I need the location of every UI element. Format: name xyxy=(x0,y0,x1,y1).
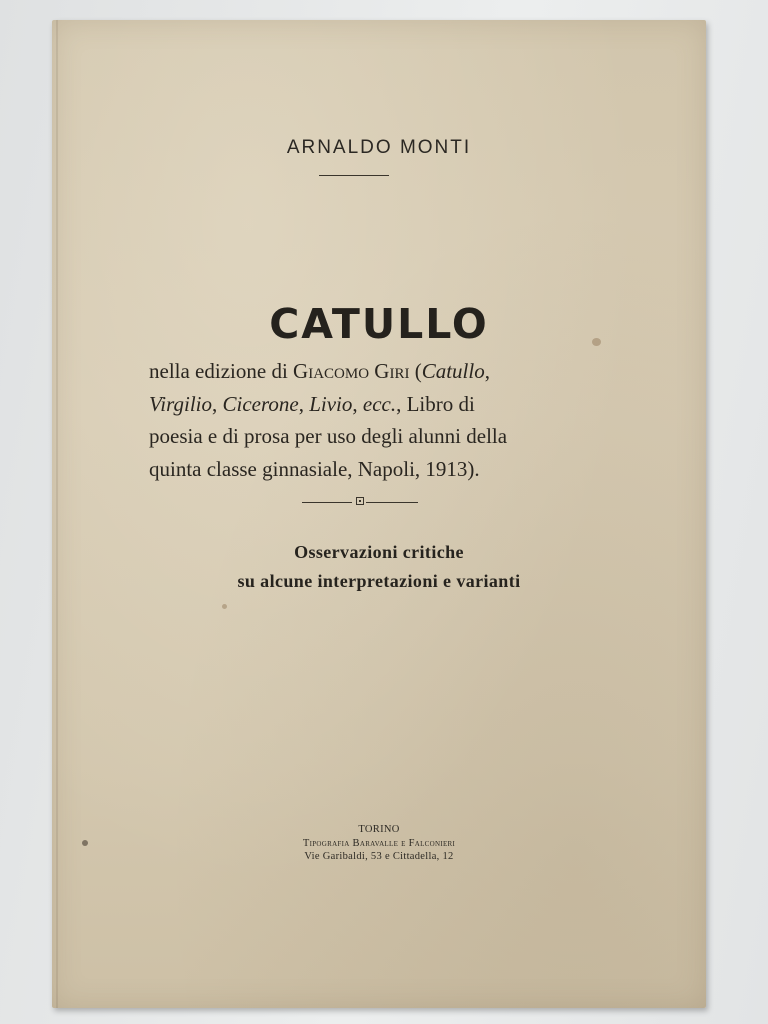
book-subtitle xyxy=(149,355,581,485)
subtitle-line: poesia e di prosa per uso degli alunni della xyxy=(149,424,508,448)
subtitle-line: nella edizione di Giacomo Giri (Catullo, xyxy=(149,359,490,383)
imprint-printer: Tipografia Baravalle e Falconieri xyxy=(302,837,456,849)
author-name: ARNALDO MONTI xyxy=(286,137,472,158)
publisher-imprint xyxy=(52,823,706,864)
subtitle-line: Virgilio, Cicerone, Livio, ecc., Libro di xyxy=(149,391,475,416)
pamphlet-cover xyxy=(52,20,706,1008)
ornamental-rule xyxy=(302,495,418,509)
book-title: CATULLO xyxy=(269,300,489,348)
foxing-spot xyxy=(222,604,227,609)
section-line-1: Osservazioni critiche xyxy=(294,542,464,562)
section-heading xyxy=(52,538,706,596)
imprint-address: Vie Garibaldi, 53 e Cittadella, 12 xyxy=(304,851,454,862)
editor-name: Giacomo Giri xyxy=(293,359,410,383)
imprint-city: TORINO xyxy=(358,824,400,835)
divider-rule xyxy=(319,175,389,176)
section-line-2: su alcune interpretazioni e varianti xyxy=(237,571,521,591)
subtitle-line: quinta classe ginnasiale, Napoli, 1913). xyxy=(149,456,480,481)
